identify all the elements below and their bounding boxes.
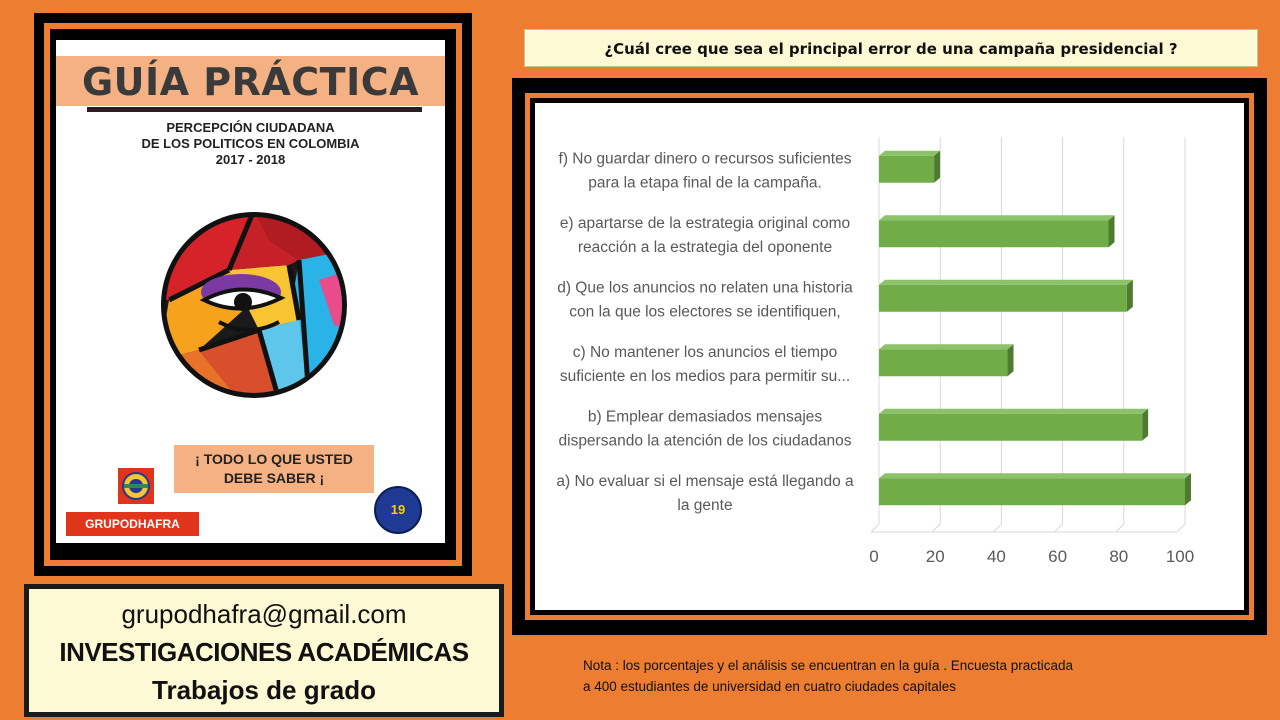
chart-frame [512,78,1267,635]
note-line: a 400 estudiantes de universidad en cuatro ciudades capitales [583,679,957,694]
category-label: c) No mantener los anuncios el tiempo [572,343,838,361]
category-label: d) Que los anuncios no relaten una historia [557,279,853,297]
bar-top [879,344,1014,349]
x-tick-label: 40 [986,547,1006,566]
bar-side [1127,280,1133,312]
chart-border [525,93,1254,620]
category-label: dispersando la atención de los ciudadanos [558,432,852,450]
category-label: reacción a la estrategia del oponente [577,238,833,256]
bar [879,478,1185,505]
bar-chart [535,103,1244,610]
cover-subtitle-line: 2017 - 2018 [215,152,286,167]
category-label: para la etapa final de la campaña. [588,174,822,192]
cover-brand-label: GRUPODHAFRA [66,512,199,536]
x-tick-label: 60 [1048,547,1068,566]
cover-subtitle-line: PERCEPCIÓN CIUDADANA [166,120,335,135]
cover-title-underline [87,107,422,112]
bar [879,349,1008,376]
stained-glass-eye-emblem [159,210,349,400]
category-label: la gente [677,496,733,514]
bar-side [1109,215,1115,247]
cover-tagline-line: ¡ TODO LO QUE USTED [195,451,353,467]
note-line: Nota : los porcentajes y el análisis se encuentran en la guía . Encuesta practicada [583,658,1074,673]
contact-box [24,584,504,717]
category-label: b) Emplear demasiados mensajes [587,408,823,426]
bar [879,220,1109,247]
cover-tagline-box [174,445,374,493]
survey-question: ¿Cuál cree que sea el principal error de una campaña presidencial ? [524,29,1258,67]
bar-top [879,409,1148,414]
bar-side [1185,473,1191,505]
gridline-floor [1177,524,1185,532]
category-label: suficiente en los medios para permitir su... [559,367,851,385]
x-tick-label: 80 [1109,547,1129,566]
cover-subtitle [56,120,445,168]
gridline-floor [1116,524,1124,532]
survey-note [583,655,1273,697]
book-cover [34,13,472,576]
cover-title: GUÍA PRÁCTICA [81,60,420,104]
bar-top [879,151,940,156]
gridline-floor [871,524,879,532]
contact-theses: Trabajos de grado [152,675,376,705]
chart-panel [535,103,1244,610]
bar [879,414,1142,441]
x-tick-label: 0 [869,547,879,566]
bar [879,285,1127,312]
category-label: con la que los electores se identifiquen, [569,303,841,321]
cover-page [56,40,445,543]
x-tick-label: 20 [925,547,945,566]
grupodhafra-logo-icon [118,468,154,504]
gridline-floor [1055,524,1063,532]
cover-tagline [174,450,374,488]
bar [879,156,934,183]
category-label: e) apartarse de la estrategia original como [559,214,851,232]
bar-top [879,215,1115,220]
cover-number-badge: 19 [374,486,422,534]
gridline-floor [932,524,940,532]
contact-box-inner [29,589,499,712]
bar-side [1008,344,1014,376]
category-label: a) No evaluar si el mensaje está llegando a [556,472,854,490]
bar-side [934,151,940,183]
bar-side [1142,409,1148,441]
bar-top [879,473,1191,478]
x-tick-label: 100 [1165,547,1195,566]
contact-services: INVESTIGACIONES ACADÉMICAS [59,637,469,667]
bar-top [879,280,1133,285]
gridline-floor [993,524,1001,532]
contact-email: grupodhafra@gmail.com [121,599,407,629]
cover-tagline-line: DEBE SABER ¡ [223,470,325,486]
cover-subtitle-line: DE LOS POLITICOS EN COLOMBIA [141,136,360,151]
category-label: f) No guardar dinero o recursos suficientes [558,150,852,168]
